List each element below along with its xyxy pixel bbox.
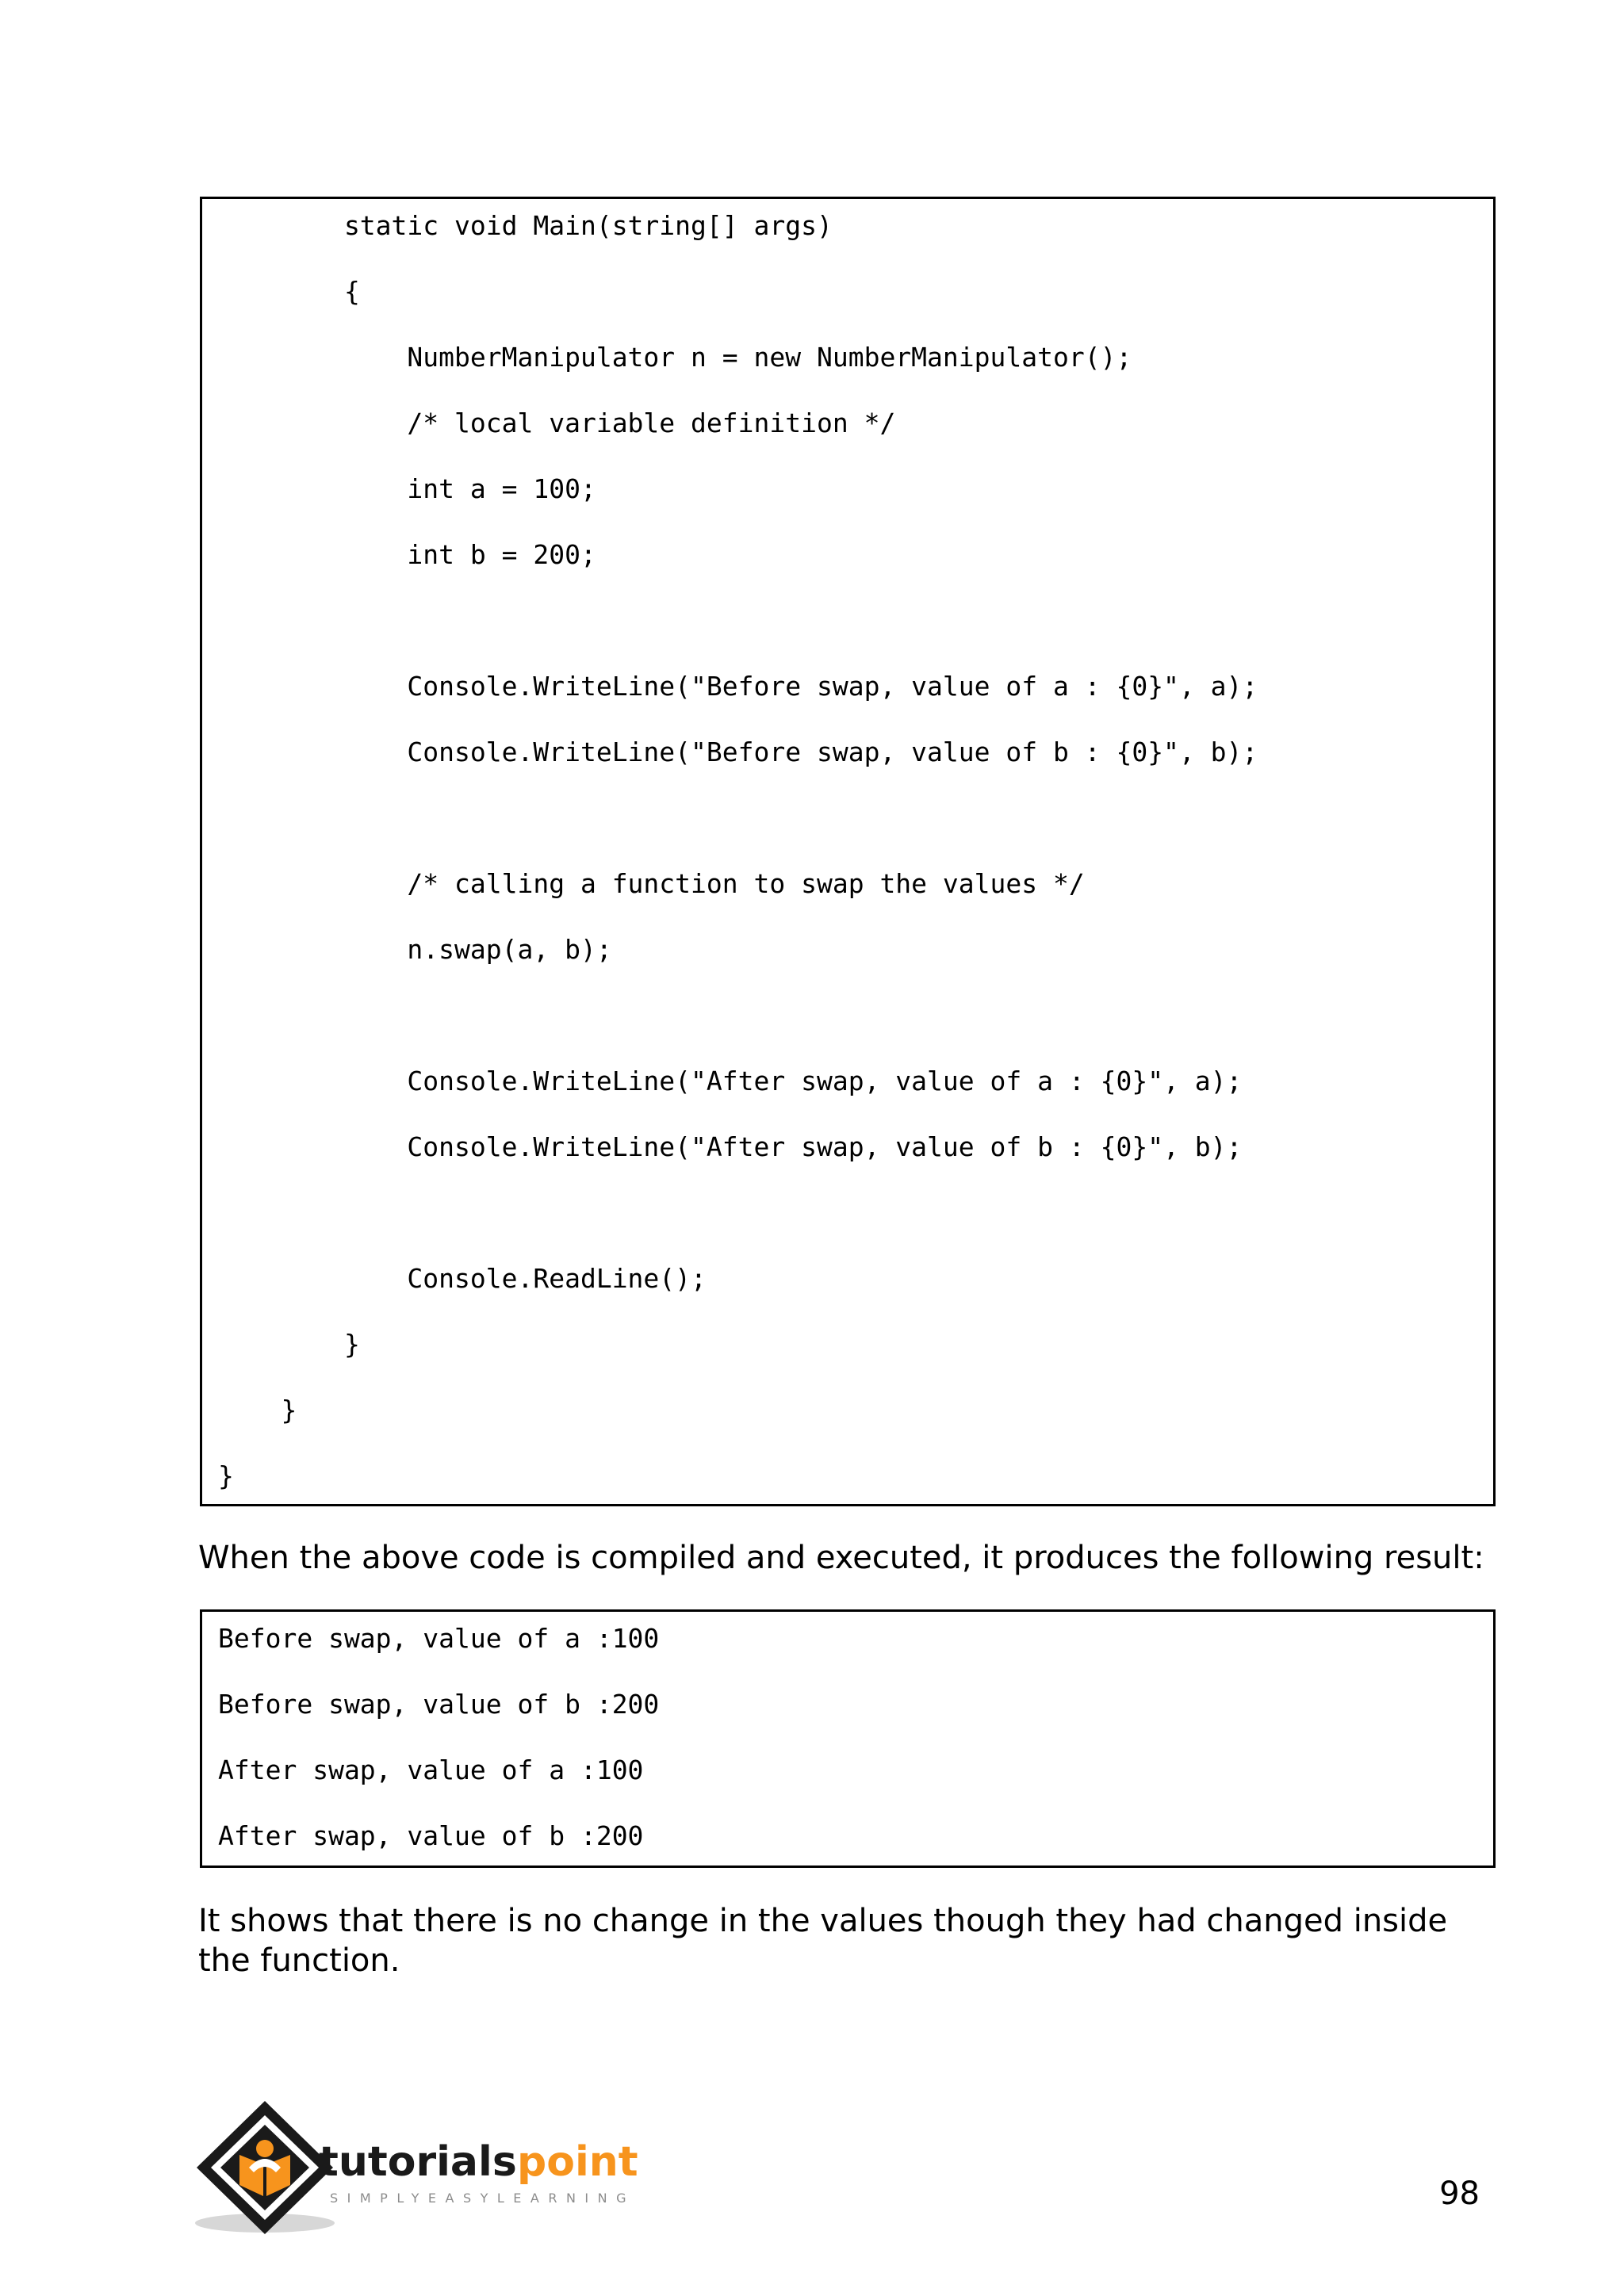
code-line: Console.ReadLine(); xyxy=(218,1263,707,1294)
code-block xyxy=(200,197,1496,1506)
code-line: { xyxy=(218,276,360,307)
code-line: Console.WriteLine("After swap, value of a : {0}", a); xyxy=(218,1066,1243,1096)
code-line: Console.WriteLine("Before swap, value of b : {0}", b); xyxy=(218,737,1258,767)
logo-name-part2: point xyxy=(517,2138,638,2186)
output-line: After swap, value of a :100 xyxy=(218,1755,644,1785)
code-line: int b = 200; xyxy=(218,539,596,570)
code-line: NumberManipulator n = new NumberManipulator(); xyxy=(218,342,1132,373)
output-line: Before swap, value of b :200 xyxy=(218,1689,660,1720)
code-line: } xyxy=(218,1460,234,1491)
code-line: } xyxy=(218,1395,297,1425)
page-number: 98 xyxy=(1439,2175,1480,2212)
logo-head xyxy=(256,2140,274,2157)
code-line: static void Main(string[] args) xyxy=(218,210,833,241)
code-line: n.swap(a, b); xyxy=(218,934,612,965)
output-block xyxy=(200,1609,1496,1868)
result-intro-paragraph: When the above code is compiled and executed, it produces the following result: xyxy=(198,1540,1484,1576)
code-line: Console.WriteLine("Before swap, value of a : {0}", a); xyxy=(218,671,1258,702)
logo-name-part1: tutorials xyxy=(319,2138,517,2186)
logo-tagline: SIMPLYEASYLEARNING xyxy=(330,2191,636,2206)
code-line: /* calling a function to swap the values */ xyxy=(218,868,1085,899)
tutorialspoint-logo xyxy=(193,2098,653,2237)
code-line: Console.WriteLine("After swap, value of b : {0}", b); xyxy=(218,1131,1243,1162)
code-line: int a = 100; xyxy=(218,473,596,504)
code-line: } xyxy=(218,1329,360,1360)
code-line: /* local variable definition */ xyxy=(218,408,896,438)
conclusion-paragraph: It shows that there is no change in the values though they had changed inside the function. xyxy=(198,1903,1448,1979)
output-line: After swap, value of b :200 xyxy=(218,1820,644,1851)
output-line: Before swap, value of a :100 xyxy=(218,1623,660,1654)
